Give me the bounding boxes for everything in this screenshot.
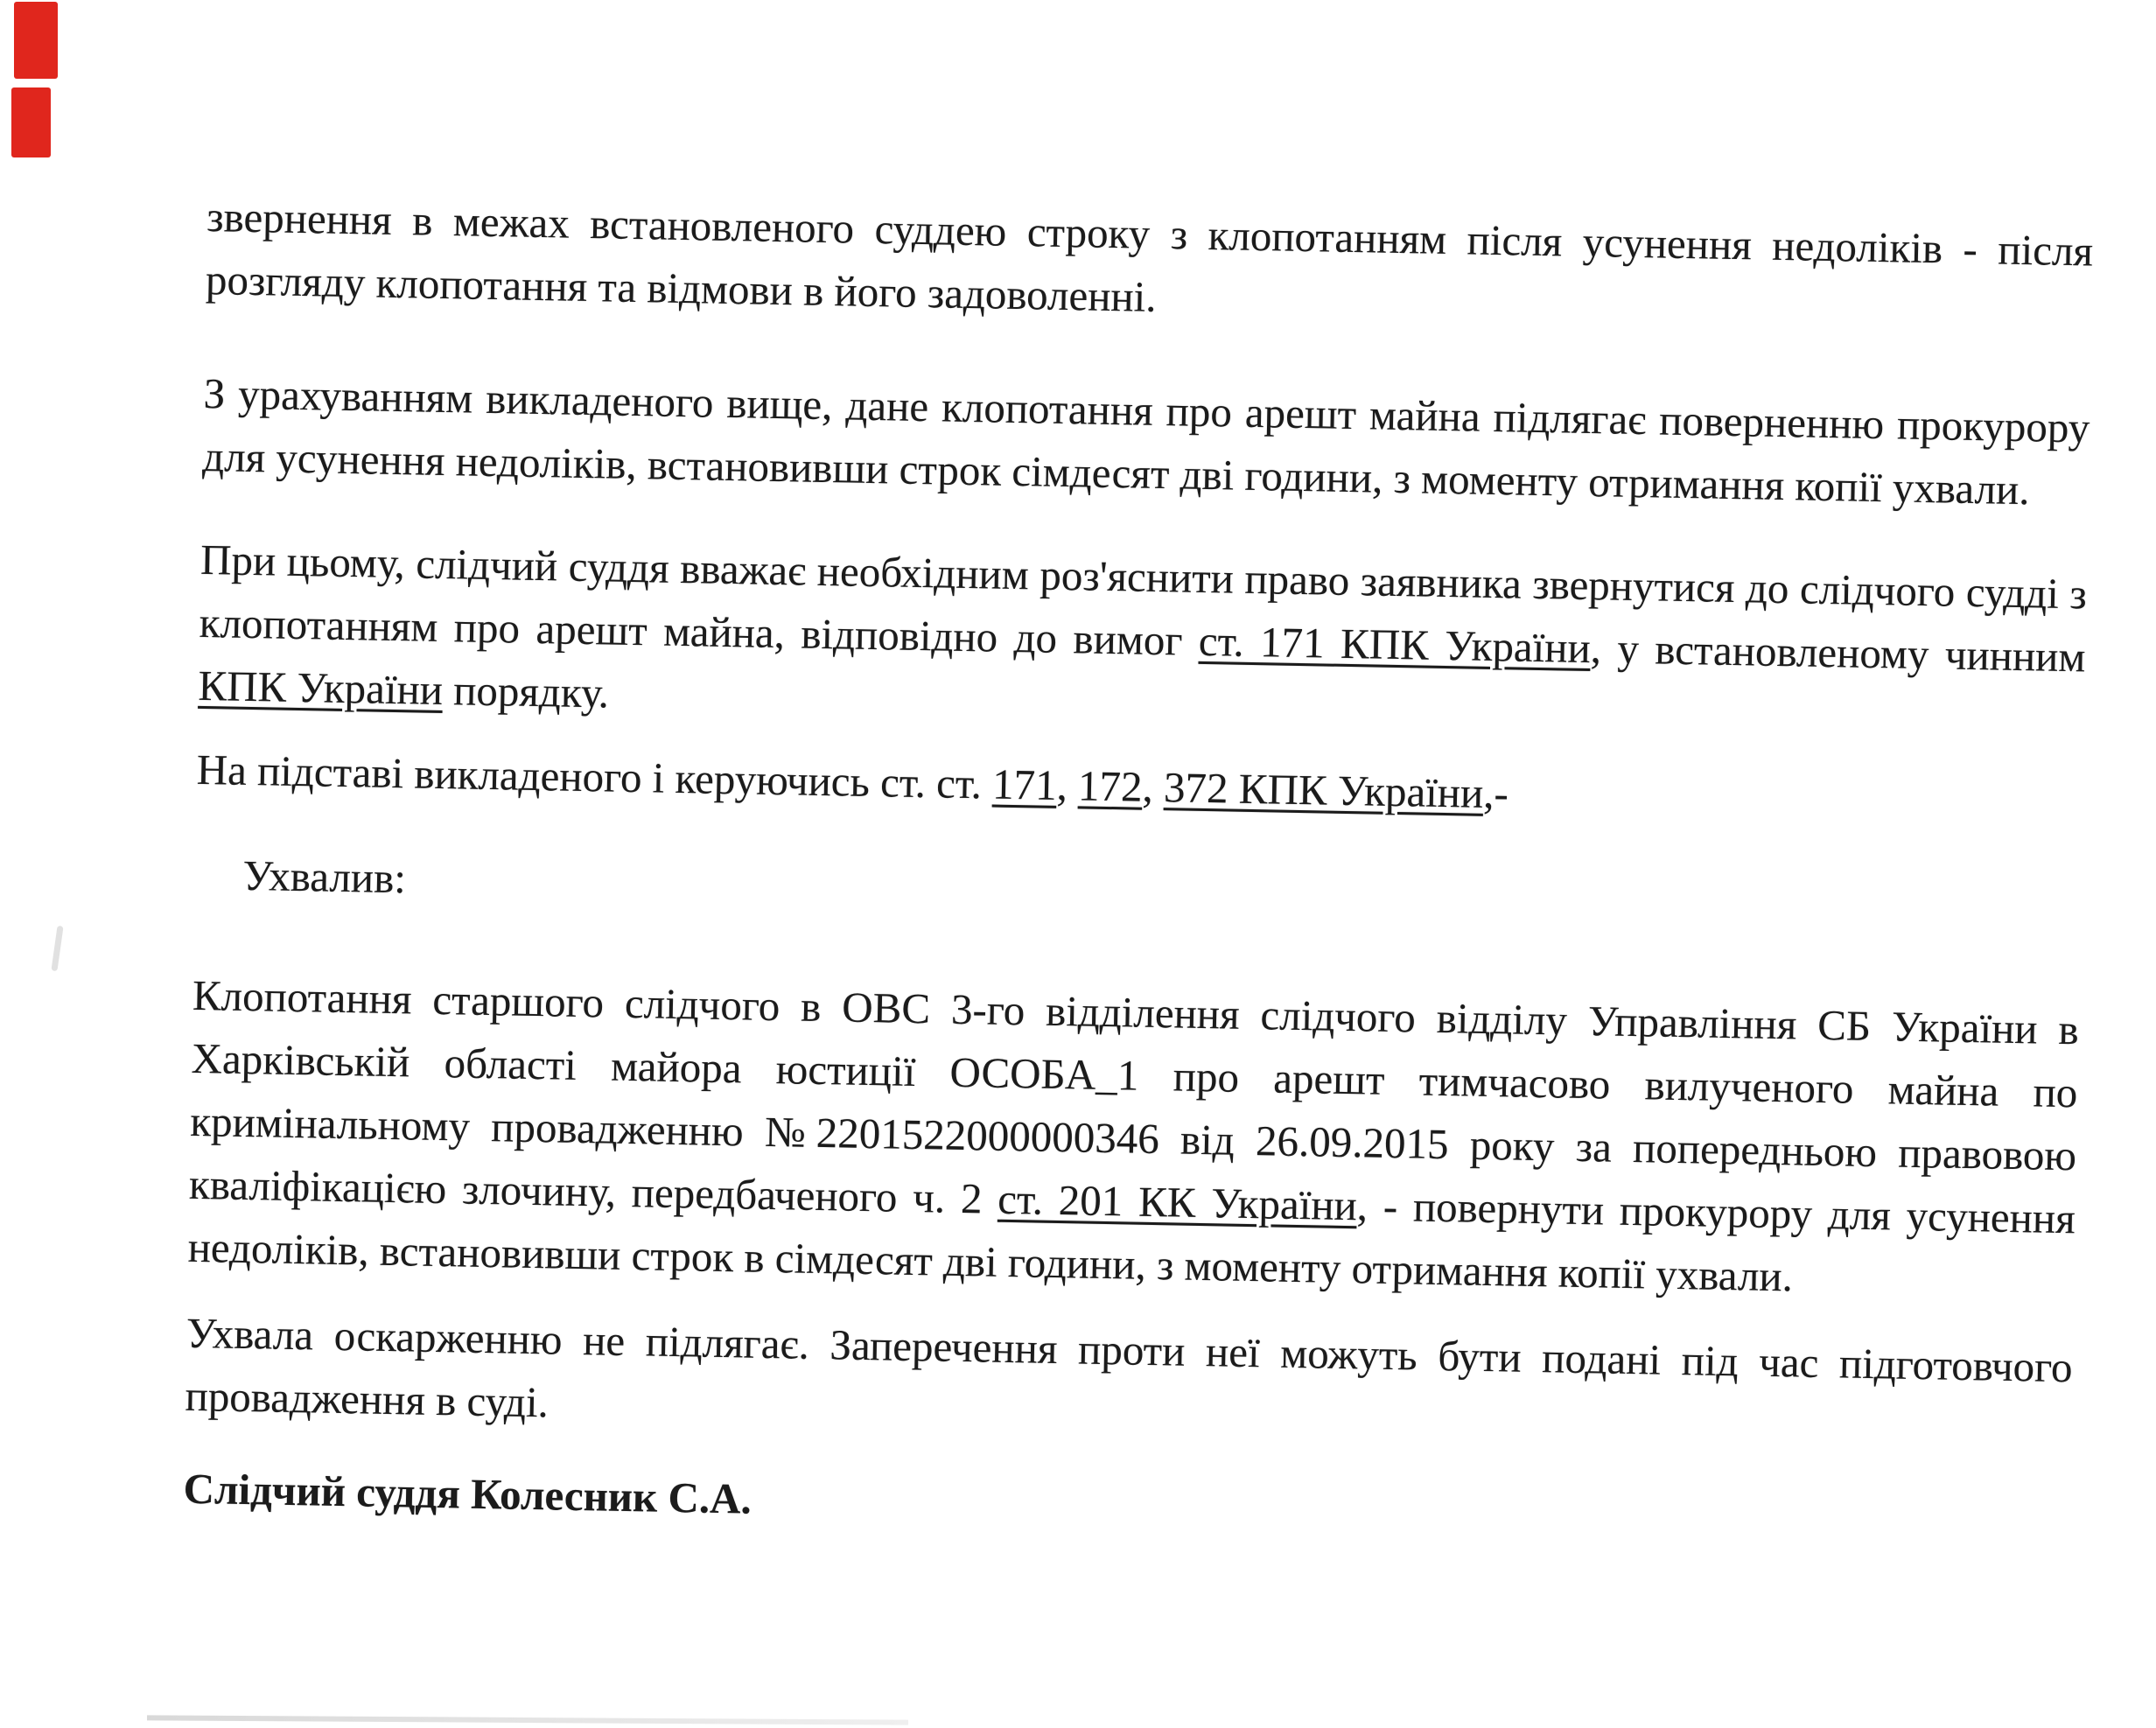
paragraph-continuation [205, 185, 2093, 346]
underlined-statute-reference: ст. 201 КК України [997, 1174, 1358, 1230]
document-text-block [183, 185, 2094, 1555]
red-scan-mark [11, 87, 51, 157]
text-segment: З урахуванням викладеного вище, дане клопотання про арешт майна підлягає поверненню прокурору для усунення недоліків, встановивши строк сімдесят дві години, з моменту отримання копії ухвали. [201, 368, 2090, 514]
red-scan-mark [14, 2, 58, 79]
paragraph-right-clarification [198, 528, 2088, 752]
text-segment: При цьому, слідчий суддя вважає необхідним роз'яснити право заявника звернутися до слідчого судді з клопотанням про арешт майна, відповідно до вимог [199, 535, 2088, 665]
underlined-statute-reference: КПК України [198, 661, 444, 715]
resolution-heading [242, 844, 2082, 941]
signature-line [183, 1458, 2070, 1555]
underlined-statute-reference: 172 [1077, 761, 1144, 811]
text-segment: ,- [1482, 768, 1509, 818]
paragraph-legal-basis [196, 738, 2083, 836]
underlined-statute-reference: 171 [991, 759, 1058, 809]
paragraph-no-appeal [185, 1302, 2073, 1462]
underlined-statute-reference: 372 КПК України [1163, 763, 1484, 817]
paragraph-resolution [187, 964, 2079, 1313]
text-segment: , [1142, 762, 1165, 812]
scan-speck-artifact [51, 926, 63, 971]
scan-bottom-edge-artifact [147, 1715, 908, 1725]
text-segment: , - повернути прокурору для усунення недоліків, встановивши строк в сімдесят дві години, з моменту отримання копії ухвали. [187, 1181, 2076, 1301]
text-segment: На підставі викладеного і керуючись ст. ст. [196, 745, 993, 808]
text-segment: звернення в межах встановленого суддею строку з клопотанням після усунення недоліків - після розгляду клопотання та відмови в його задоволенні. [205, 192, 2094, 321]
text-segment: Клопотання старшого слідчого в ОВС 3-го відділення слідчого відділу Управління СБ України в Харківській області майора юстиції ОСОБА_1 про арешт тимчасово вилученого майна по кримінальному провадженню №2201522000000346 від 26.09.2015 року за попередньою правовою кваліфікацією злочину, передбаченого ч. 2 [188, 970, 2080, 1223]
text-segment: Слідчий суддя Колесник С.А. [183, 1464, 752, 1523]
paragraph-return-to-prosecutor [202, 362, 2090, 522]
text-segment: , у встановленому чинним [1590, 624, 2086, 682]
text-segment: порядку. [442, 666, 610, 717]
text-segment: , [1056, 760, 1079, 810]
text-segment: Ухвала оскарженню не підлягає. Заперечення проти неї можуть бути подані під час підготовчого провадження в суді. [185, 1308, 2074, 1427]
underlined-statute-reference: ст. 171 КПК України [1198, 616, 1592, 673]
text-segment: Ухвалив: [242, 850, 407, 903]
